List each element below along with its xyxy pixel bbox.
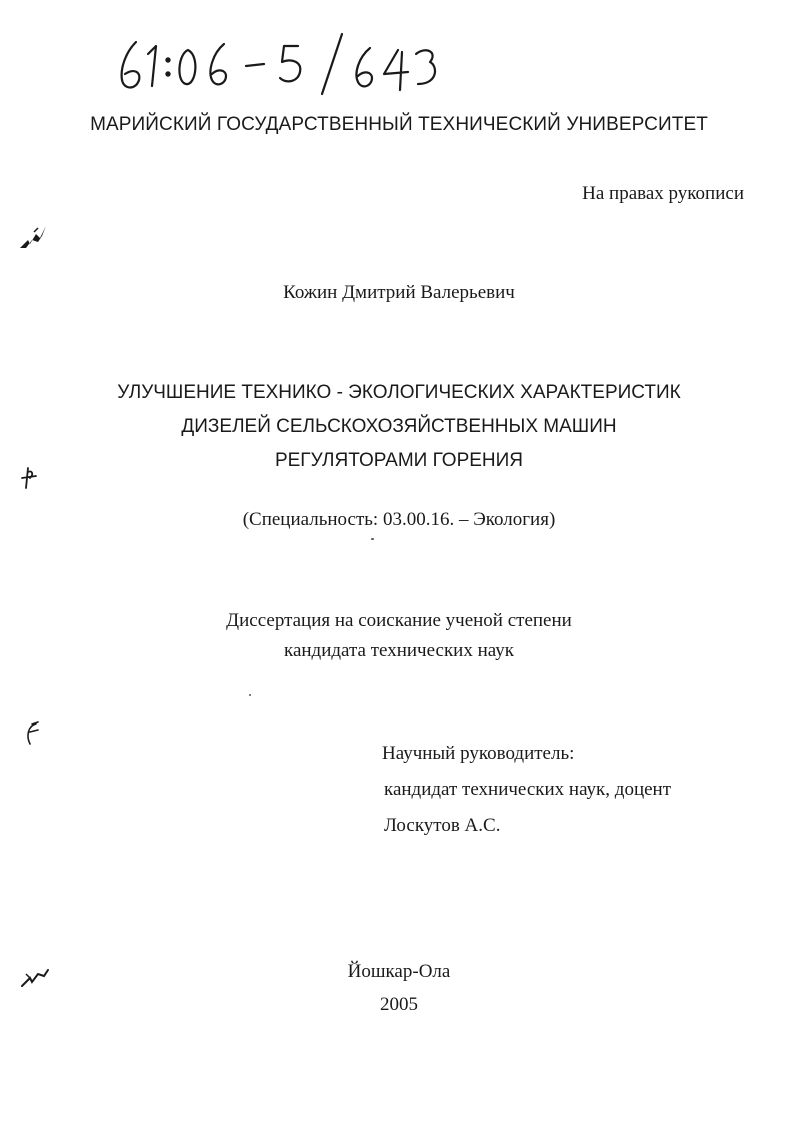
scan-speck	[249, 694, 251, 696]
title-line: ДИЗЕЛЕЙ СЕЛЬСКОХОЗЯЙСТВЕННЫХ МАШИН	[181, 416, 617, 437]
margin-scan-mark	[20, 466, 42, 490]
dissertation-title	[0, 376, 798, 478]
supervisor-degree: кандидат технических наук, доцент	[384, 779, 672, 800]
city: Йошкар-Ола	[347, 961, 451, 982]
margin-scan-mark	[20, 966, 50, 990]
specialty: (Специальность: 03.00.16. – Экология)	[242, 509, 556, 530]
margin-scan-mark	[22, 720, 42, 746]
handwritten-catalog-number	[112, 30, 442, 100]
margin-scan-mark	[16, 222, 48, 252]
supervisor-name: Лоскутов А.С.	[384, 815, 501, 836]
supervisor-block	[382, 736, 671, 844]
year: 2005	[380, 994, 418, 1015]
title-line: УЛУЧШЕНИЕ ТЕХНИКО - ЭКОЛОГИЧЕСКИХ ХАРАКТЕРИСТИК	[117, 382, 681, 403]
manuscript-note: На правах рукописи	[582, 183, 744, 204]
dissertation-line: кандидата технических наук	[284, 640, 514, 661]
title-line: РЕГУЛЯТОРАМИ ГОРЕНИЯ	[274, 450, 524, 471]
dissertation-description	[0, 606, 798, 666]
university-name: МАРИЙСКИЙ ГОСУДАРСТВЕННЫЙ ТЕХНИЧЕСКИЙ УНИВЕРСИТЕТ	[90, 114, 708, 135]
author-name: Кожин Дмитрий Валерьевич	[283, 282, 515, 303]
dissertation-line: Диссертация на соискание ученой степени	[226, 610, 572, 631]
scan-speck	[371, 538, 374, 540]
supervisor-label: Научный руководитель:	[382, 743, 575, 764]
